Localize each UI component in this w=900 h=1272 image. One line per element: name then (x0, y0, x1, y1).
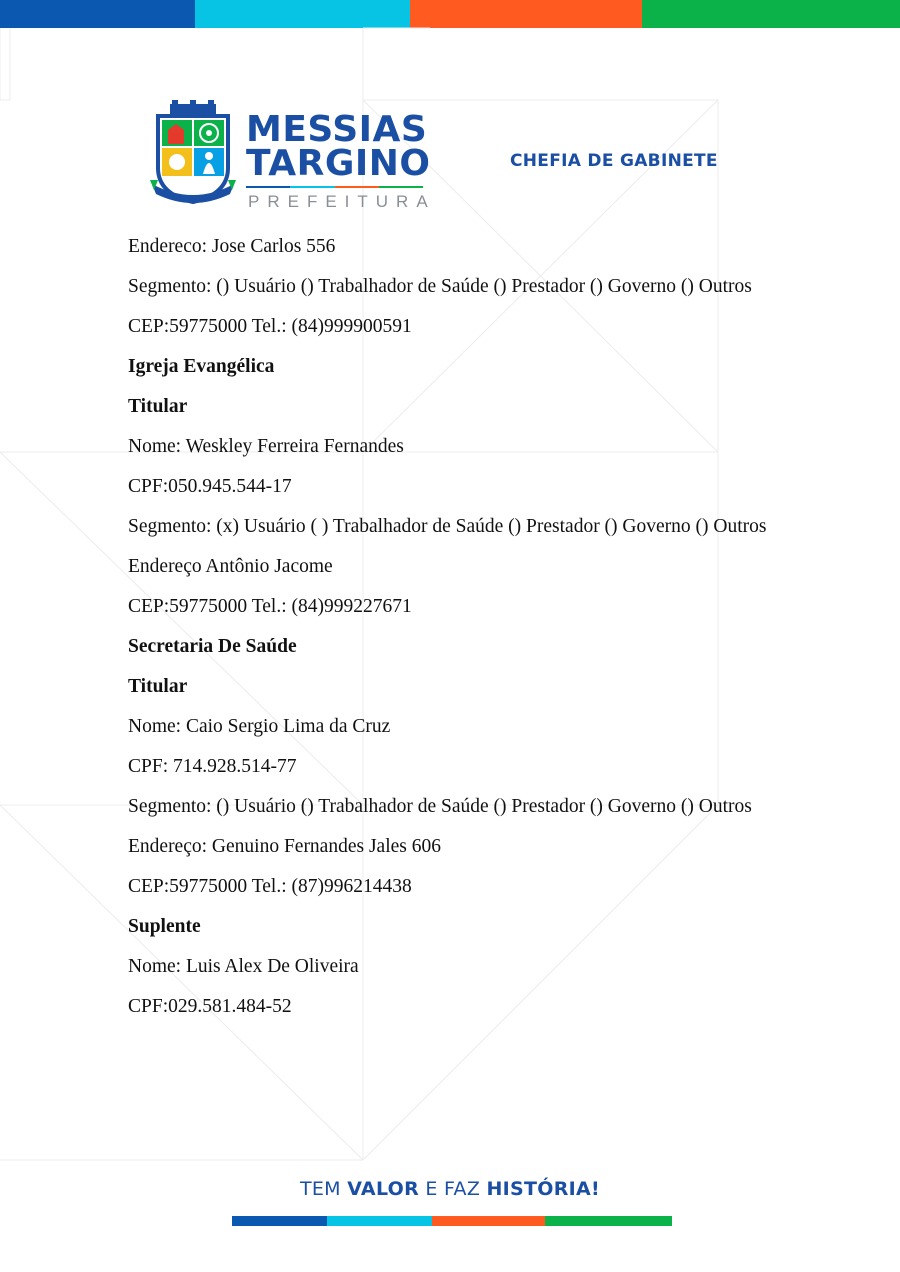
role-heading: Titular (128, 676, 188, 697)
department-title: CHEFIA DE GABINETE (510, 151, 718, 171)
section-heading: Igreja Evangélica (128, 356, 275, 377)
document-body (128, 233, 768, 1033)
municipal-crest-icon (150, 100, 236, 210)
footer-bar-orange (432, 1216, 545, 1226)
brand-rule (246, 186, 423, 188)
footer-bar-green (545, 1216, 672, 1226)
section-heading: Secretaria De Saúde (128, 636, 297, 657)
name-line: Nome: Caio Sergio Lima da Cruz (128, 716, 391, 737)
top-bar-blue (0, 0, 195, 28)
brand-subtitle: PREFEITURA (248, 192, 436, 211)
brand-name-line2: TARGINO (246, 143, 431, 184)
footer-bar-cyan (327, 1216, 432, 1226)
footer-bar-blue (232, 1216, 327, 1226)
cep-phone-line: CEP:59775000 Tel.: (87)996214438 (128, 876, 412, 897)
segment-line: Segmento: () Usuário () Trabalhador de Saúde () Prestador () Governo () Outros (128, 796, 752, 817)
footer-color-bar (232, 1216, 672, 1226)
name-line: Nome: Luis Alex De Oliveira (128, 956, 359, 977)
address-line: Endereço: Genuino Fernandes Jales 606 (128, 836, 441, 857)
slogan-part: TEM (299, 1178, 348, 1200)
address-line: Endereco: Jose Carlos 556 (128, 236, 336, 257)
top-color-bar (0, 0, 900, 28)
cpf-line: CPF: 714.928.514-77 (128, 756, 297, 777)
top-bar-cyan (195, 0, 410, 28)
cep-phone-line: CEP:59775000 Tel.: (84)999900591 (128, 316, 412, 337)
slogan-emphasis: VALOR (347, 1178, 420, 1200)
role-heading: Titular (128, 396, 188, 417)
slogan-emphasis: HISTÓRIA! (486, 1178, 601, 1200)
segment-line: Segmento: (x) Usuário ( ) Trabalhador de Saúde () Prestador () Governo () Outros (128, 516, 767, 537)
address-line: Endereço Antônio Jacome (128, 556, 333, 577)
segment-line: Segmento: () Usuário () Trabalhador de Saúde () Prestador () Governo () Outros (128, 276, 752, 297)
footer-slogan (0, 1178, 900, 1200)
cpf-line: CPF:050.945.544-17 (128, 476, 292, 497)
top-bar-orange (410, 0, 642, 28)
name-line: Nome: Weskley Ferreira Fernandes (128, 436, 404, 457)
cpf-line: CPF:029.581.484-52 (128, 996, 292, 1017)
cep-phone-line: CEP:59775000 Tel.: (84)999227671 (128, 596, 412, 617)
role-heading: Suplente (128, 916, 201, 937)
letterhead (150, 100, 730, 215)
top-bar-green (642, 0, 900, 28)
brand-name-line1: MESSIAS (246, 109, 428, 150)
slogan-part: E FAZ (419, 1178, 487, 1200)
